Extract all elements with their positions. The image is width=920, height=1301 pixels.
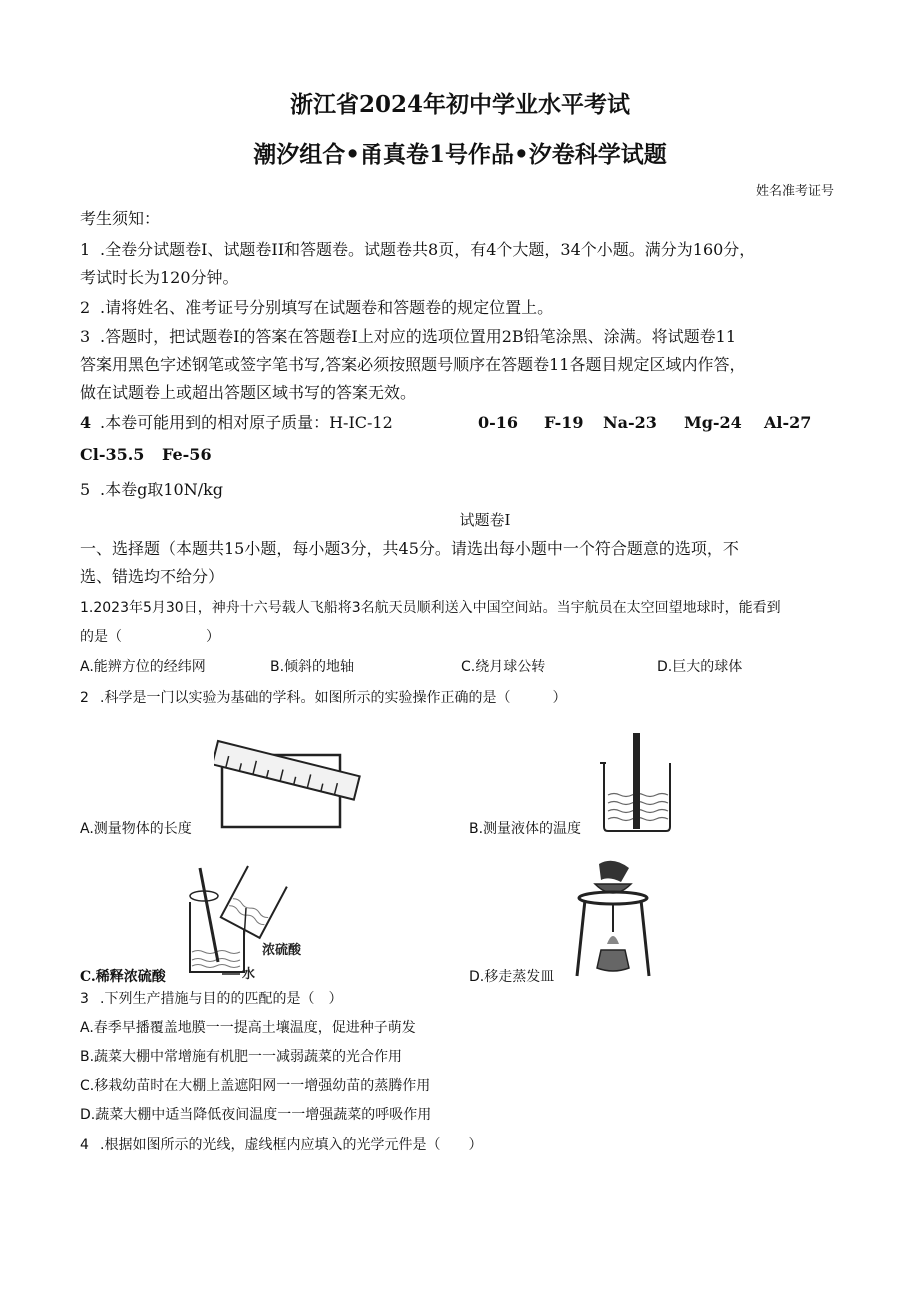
q1-option-c[interactable]: C.绕月球公转	[461, 659, 546, 675]
exam-subtitle: 潮汐组合•甬真卷1号作品•汐卷科学试题	[253, 141, 667, 168]
q3-option-c[interactable]: C.移栽幼苗时在大棚上盖遮阳网一一增强幼苗的蒸腾作用	[80, 1078, 431, 1094]
name-id-label: 姓名准考证号	[755, 184, 834, 199]
q1-option-b[interactable]: B.倾斜的地轴	[270, 659, 355, 675]
q1-stem: 1.2023年5月30日，神舟十六号载人飞船将3名航天员顺利送入中国空间站。当宇航员在太空回望地球时，能看到	[80, 600, 781, 616]
section-title: 试题卷I	[459, 511, 511, 529]
notice-item-2: 2 .请将姓名、准考证号分别填写在试题卷和答题卷的规定位置上。	[80, 298, 554, 317]
q2-option-d[interactable]: D.移走蒸发皿	[469, 969, 555, 985]
section-heading-cont: 选、错选均不给分）	[80, 567, 225, 586]
atomic-mass-f: F-19	[544, 413, 584, 432]
figure-dilute-acid	[178, 862, 328, 980]
atomic-mass-fe: Fe-56	[162, 445, 212, 464]
section-heading: 一、选择题（本题共15小题，每小题3分，共45分。请选出每小题中一个符合题意的选项，不	[80, 539, 739, 558]
notice-item-1-cont: 考试时长为120分钟。	[80, 268, 239, 287]
q2-stem: 2 .科学是一门以实验为基础的学科。如图所示的实验操作正确的是（ ）	[80, 690, 567, 706]
q2-option-a[interactable]: A.测量物体的长度	[80, 821, 192, 837]
figure-thermometer-beaker	[596, 733, 678, 833]
atomic-mass-cl: Cl-35.5	[80, 445, 145, 464]
q3-option-a[interactable]: A.春季早播覆盖地膜一一提高土壤温度，促进种子萌发	[80, 1020, 416, 1036]
q2-option-c[interactable]: C.稀释浓硫酸	[80, 969, 166, 985]
atomic-mass-na: Na-23	[603, 413, 657, 432]
q1-stem-cont: 的是（ ）	[80, 629, 220, 645]
atomic-mass-o: 0-16	[478, 413, 519, 432]
q1-option-a[interactable]: A.能辨方位的经纬网	[80, 659, 206, 675]
q3-stem: 3 .下列生产措施与目的的匹配的是（ ）	[80, 991, 343, 1007]
notice-item-1: 1 .全卷分试题卷I、试题卷II和答题卷。试题卷共8页，有4个大题，34个小题。满分为160分，	[80, 240, 756, 259]
notice-heading: 考生须知：	[80, 209, 161, 228]
atomic-mass-al: Al-27	[764, 413, 812, 432]
q2-option-b[interactable]: B.测量液体的温度	[469, 821, 582, 837]
figure-evaporating-dish	[573, 858, 653, 980]
q1-option-d[interactable]: D.巨大的球体	[657, 659, 743, 675]
label-water: 水	[242, 967, 256, 980]
notice-item-3-cont1: 答案用黑色字述钢笔或签字笔书写,答案必须按照题号顺序在答题卷11各题目规定区域内作答，	[80, 355, 746, 374]
notice-item-5: 5 .本卷g取10N/kg	[80, 480, 224, 499]
notice-item-3: 3 .答题时，把试题卷I的答案在答题卷I上对应的选项位置用2B铅笔涂黑、涂满。将试题卷11	[80, 327, 737, 346]
q3-option-d[interactable]: D.蔬菜大棚中适当降低夜间温度一一增强蔬菜的呼吸作用	[80, 1107, 432, 1123]
atomic-mass-mg: Mg-24	[684, 413, 742, 432]
label-conc-sulfuric-acid: 浓硫酸	[262, 943, 302, 958]
q4-stem: 4 .根据如图所示的光线，虚线框内应填入的光学元件是（ ）	[80, 1137, 483, 1153]
figure-ruler-measure	[214, 733, 366, 831]
q3-option-b[interactable]: B.蔬菜大棚中常增施有机肥一一减弱蔬菜的光合作用	[80, 1049, 403, 1065]
exam-title: 浙江省2024年初中学业水平考试	[289, 91, 630, 118]
notice-item-3-cont2: 做在试题卷上或超出答题区域书写的答案无效。	[80, 383, 417, 402]
notice-item-4: 4 .本卷可能用到的相对原子质量：H-IC-12	[80, 413, 393, 432]
